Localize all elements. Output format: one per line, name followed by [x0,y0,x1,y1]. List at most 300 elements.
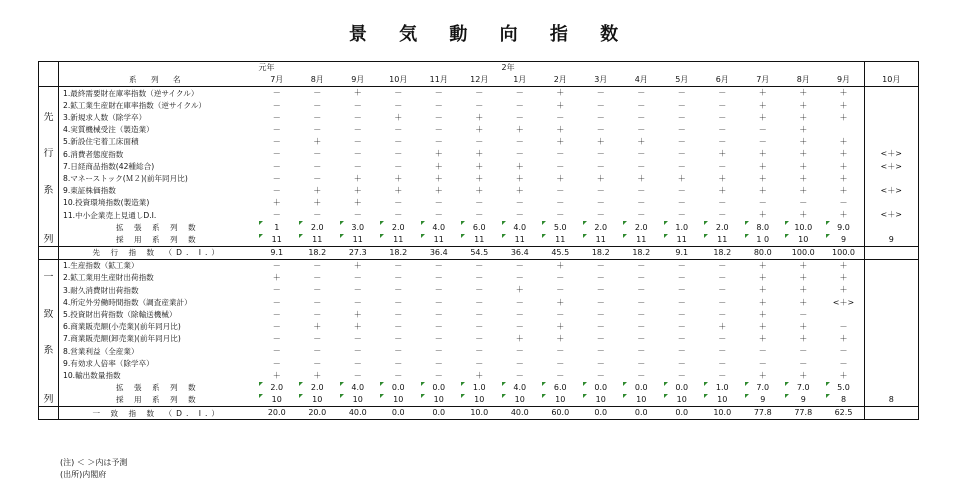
adopt-count-value: 10 [581,394,622,407]
series-sign: ＋ [540,260,581,273]
series-sign: ＋ [799,137,808,147]
series-sign: － [637,273,646,283]
series-sign: － [637,125,646,135]
header-cell [419,62,460,75]
series-sign: － [596,161,605,171]
series-sign: － [677,358,686,368]
header-year-row [39,62,919,75]
expand-count-value [864,221,919,233]
series-sign: － [353,100,362,110]
series-sign: ＋ [434,149,443,159]
coincident-series-row [39,297,919,309]
series-sign: － [556,149,565,159]
series-sign: ＋ [434,185,443,195]
series-sign: ＋ [272,273,281,283]
adopt-count-value: 10 [459,394,500,407]
series-sign: ＋ [272,198,281,208]
series-sign: <＋> [864,161,919,173]
series-name: 6.消費者態度指数 [59,148,257,160]
series-sign: － [353,273,362,283]
series-sign [864,333,919,345]
series-sign: － [313,297,322,307]
series-sign: － [434,112,443,122]
series-sign: － [677,112,686,122]
series-sign: － [581,260,622,273]
di-value: 40.0 [500,407,541,420]
series-sign: － [394,346,403,356]
series-sign: <＋> [832,297,855,307]
coincident-series-row [39,345,919,357]
expand-count-value: 6.0 [459,221,500,233]
series-sign: － [677,322,686,332]
series-sign: ＋ [540,87,581,100]
series-sign [864,345,919,357]
series-sign: － [677,198,686,208]
series-sign: － [475,334,484,344]
month-header: 8月 [783,74,824,87]
month-header: 1月 [500,74,541,87]
header-corner [39,74,59,87]
di-value: 18.2 [621,246,662,259]
di-value: 0.0 [621,407,662,420]
series-sign: － [718,125,727,135]
di-value: 36.4 [419,246,460,259]
series-sign: － [515,346,524,356]
series-sign: － [394,137,403,147]
di-value: 27.3 [338,246,379,259]
series-sign: － [272,125,281,135]
expand-count-value: 4.0 [419,221,460,233]
expand-count-value: 1.0 [702,382,743,394]
expand-count-value: 0.0 [621,382,662,394]
month-header: 10月 [864,74,919,87]
series-sign: － [272,285,281,295]
adopt-count-value: 11 [621,234,662,247]
leading-section-label: 行 [39,148,59,160]
series-sign: － [394,198,403,208]
footnote-forecast: (注) ＜ ＞内は予測 [60,458,128,467]
series-sign: － [475,100,484,110]
series-sign: － [718,285,727,295]
series-sign: ＋ [394,173,403,183]
leading-series-row [39,136,919,148]
leading-section-label [39,197,59,209]
series-sign: － [637,358,646,368]
series-sign: ＋ [718,185,727,195]
series-sign: － [718,346,727,356]
expand-count-label: 拡 張 系 列 数 [59,382,257,394]
series-sign: ＋ [556,297,565,307]
series-sign: ＋ [839,100,848,110]
series-sign: － [662,87,703,100]
series-sign: － [556,346,565,356]
series-sign: － [718,370,727,380]
series-sign: － [677,210,686,220]
di-value: 10.0 [459,407,500,420]
series-sign: <＋> [864,185,919,197]
series-sign: － [677,285,686,295]
series-sign: － [272,334,281,344]
adopt-count-value: 10 [540,394,581,407]
series-sign: ＋ [758,173,767,183]
series-sign [864,309,919,321]
series-sign: － [718,161,727,171]
header-cell [864,62,919,75]
series-name: 1.最終需要財在庫率指数（逆サイクル） [59,87,257,100]
coincident-section-label [39,321,59,333]
coincident-section-label [39,260,59,273]
series-sign: － [556,198,565,208]
series-sign: ＋ [799,112,808,122]
series-sign: － [313,112,322,122]
series-sign: ＋ [475,149,484,159]
series-sign: ＋ [596,173,605,183]
di-value: 40.0 [338,407,379,420]
series-sign: ＋ [475,161,484,171]
month-header: 4月 [621,74,662,87]
header-month-row [39,74,919,87]
series-sign: － [434,370,443,380]
series-sign: ＋ [799,334,808,344]
coincident-di-row [39,407,919,420]
leading-section-label [39,87,59,100]
series-sign: － [394,358,403,368]
series-sign: － [272,297,281,307]
expand-count-value: 5.0 [824,382,865,394]
di-label: 先 行 指 数 （D. I.） [59,246,257,259]
expand-count-value: 4.0 [500,221,541,233]
series-sign: ＋ [799,185,808,195]
series-name: 8.マネーストック(Ｍ２)(前年同月比) [59,173,257,185]
series-name-header: 系 列 名 [59,74,257,87]
series-sign: ＋ [799,322,808,332]
series-sign: － [677,100,686,110]
series-name: 10.輸出数量指数 [59,370,257,382]
di-corner [39,407,59,420]
header-cell [702,62,743,75]
coincident-section-label [39,284,59,296]
series-sign: ＋ [475,370,484,380]
di-corner [39,246,59,259]
series-sign: ＋ [475,125,484,135]
series-sign: － [677,297,686,307]
series-sign: ＋ [758,370,767,380]
adopt-count-value: 10 [257,394,298,407]
series-name: 5.投資財出荷指数（除輸送機械） [59,309,257,321]
leading-series-row [39,209,919,221]
series-sign: － [394,125,403,135]
series-sign [864,136,919,148]
expand-count-value: 1.0 [459,382,500,394]
series-name: 5.新設住宅着工床面積 [59,136,257,148]
series-sign: － [313,334,322,344]
series-sign: － [394,334,403,344]
series-sign [864,124,919,136]
series-sign: － [515,322,524,332]
month-header: 11月 [419,74,460,87]
leading-series-row [39,124,919,136]
series-sign: ＋ [799,285,808,295]
series-sign [864,173,919,185]
series-sign: ＋ [839,161,848,171]
series-sign: － [394,210,403,220]
series-sign: － [475,297,484,307]
expand-count-value: 5.0 [540,221,581,233]
leading-series-row [39,185,919,197]
series-sign: － [419,260,460,273]
di-value: 45.5 [540,246,581,259]
series-sign: － [637,370,646,380]
series-sign: － [313,346,322,356]
expand-count-value: 7.0 [783,382,824,394]
series-sign: － [556,112,565,122]
series-name: 2.鉱工業生産財在庫率指数（逆サイクル） [59,100,257,112]
di-value: 18.2 [378,246,419,259]
adopt-count-value: 10 [338,394,379,407]
series-sign: － [799,198,808,208]
series-sign: － [637,112,646,122]
series-sign: ＋ [353,173,362,183]
leading-di-row [39,246,919,259]
series-sign: － [677,309,686,319]
footnotes [60,457,127,481]
di-value: 0.0 [419,407,460,420]
series-sign: － [556,210,565,220]
series-sign: ＋ [758,100,767,110]
header-cell [824,62,865,75]
series-sign: － [556,370,565,380]
expand-count-value: 3.0 [338,221,379,233]
series-sign: － [596,285,605,295]
series-sign: － [596,198,605,208]
series-sign: － [313,100,322,110]
month-header: 10月 [378,74,419,87]
di-value: 20.0 [257,407,298,420]
series-sign: － [839,358,848,368]
year-label: 元年 [257,62,298,75]
series-sign: － [475,309,484,319]
series-sign: － [515,273,524,283]
series-sign: ＋ [799,100,808,110]
series-sign: － [500,87,541,100]
month-header: 7月 [743,74,784,87]
series-sign [864,358,919,370]
expand-count-value: 2.0 [702,221,743,233]
series-sign: － [718,334,727,344]
series-sign: － [475,346,484,356]
di-value: 60.0 [540,407,581,420]
series-sign: － [353,210,362,220]
month-header: 8月 [297,74,338,87]
expand-count-value: 2.0 [621,221,662,233]
adopt-count-value: 10 [500,394,541,407]
coincident-series-row [39,284,919,296]
series-sign: ＋ [758,309,767,319]
series-sign: － [596,322,605,332]
series-name: 3.耐久消費財出荷指数 [59,284,257,296]
coincident-section-label: 系 [39,345,59,357]
series-sign: － [257,87,298,100]
series-sign: － [596,309,605,319]
coincident-section-label: 致 [39,309,59,321]
month-header: 9月 [338,74,379,87]
series-sign: － [718,273,727,283]
leading-section-label: 先 [39,112,59,124]
series-sign: ＋ [839,112,848,122]
series-sign: － [596,358,605,368]
series-name: 6.商業販売額(小売業)(前年同月比) [59,321,257,333]
series-sign: － [637,322,646,332]
month-header: 3月 [581,74,622,87]
series-sign: － [677,346,686,356]
series-sign: － [677,149,686,159]
series-sign: ＋ [515,285,524,295]
series-sign: ＋ [353,198,362,208]
series-sign: ＋ [515,173,524,183]
series-name: 9.東証株価指数 [59,185,257,197]
series-name: 3.新規求人数（除学卒） [59,112,257,124]
series-sign [864,297,919,309]
series-sign: － [313,273,322,283]
series-sign: － [677,370,686,380]
leading-series-row [39,197,919,209]
series-sign: － [434,309,443,319]
coincident-section-label [39,370,59,382]
series-sign: ＋ [799,173,808,183]
series-sign: － [313,358,322,368]
series-sign: － [556,185,565,195]
coincident-series-row [39,333,919,345]
series-sign: － [596,149,605,159]
adopt-count-value: 10 [783,234,824,247]
series-sign: ＋ [799,149,808,159]
di-value: 100.0 [783,246,824,259]
series-sign: － [799,346,808,356]
adopt-count-value: 11 [338,234,379,247]
series-sign: － [272,100,281,110]
adopt-count-value: 10 [378,394,419,407]
series-sign: － [272,161,281,171]
series-sign: － [297,87,338,100]
series-sign: － [313,210,322,220]
di-value: 0.0 [581,407,622,420]
series-sign: － [500,260,541,273]
series-sign: － [515,149,524,159]
series-sign: － [637,210,646,220]
coincident-section-label: 列 [39,394,59,407]
di-value: 9.1 [257,246,298,259]
series-sign: － [556,161,565,171]
series-sign: － [272,112,281,122]
coincident-series-row [39,370,919,382]
adopt-count-value: 10 [621,394,662,407]
adopt-count-value: 11 [378,234,419,247]
series-sign [864,370,919,382]
series-sign: － [718,358,727,368]
series-sign: － [297,260,338,273]
series-sign: ＋ [338,260,379,273]
di-value: 77.8 [783,407,824,420]
di-value: 18.2 [702,246,743,259]
series-name: 1.生産指数（鉱工業） [59,260,257,273]
di-value: 54.5 [459,246,500,259]
adopt-count-value: 11 [257,234,298,247]
expand-count-value: 0.0 [378,382,419,394]
series-sign: － [394,370,403,380]
di-value [864,407,919,420]
series-sign: － [581,87,622,100]
series-sign: ＋ [758,210,767,220]
series-sign: ＋ [353,185,362,195]
series-sign: － [637,100,646,110]
series-sign: ＋ [839,173,848,183]
series-sign: － [313,149,322,159]
series-sign: － [596,346,605,356]
series-sign: ＋ [272,370,281,380]
series-sign: － [272,210,281,220]
expand-count-value: 10.0 [783,221,824,233]
coincident-section-label: 一 [39,272,59,284]
di-value: 100.0 [824,246,865,259]
series-name: 4.実質機械受注（製造業） [59,124,257,136]
series-sign: － [677,137,686,147]
series-sign: － [596,112,605,122]
series-sign: － [378,260,419,273]
series-sign: ＋ [353,309,362,319]
series-sign: － [596,370,605,380]
adopt-count-value: 11 [662,234,703,247]
series-sign: － [475,137,484,147]
series-sign: － [515,100,524,110]
adopt-count-value: 9 [864,234,919,247]
series-sign: ＋ [394,185,403,195]
leading-series-row [39,161,919,173]
series-sign: － [313,161,322,171]
series-sign: － [353,358,362,368]
di-value: 80.0 [743,246,784,259]
series-sign: － [419,87,460,100]
series-sign: － [353,149,362,159]
coincident-expand-row [39,382,919,394]
adopt-count-value: 11 [540,234,581,247]
series-name: 11.中小企業売上見通しD.I. [59,209,257,221]
expand-count-value: 1 [257,221,298,233]
series-sign: － [394,309,403,319]
adopt-count-value: 8 [864,394,919,407]
series-sign: <＋> [864,148,919,160]
expand-count-value: 2.0 [378,221,419,233]
series-sign: － [621,260,662,273]
header-cell [621,62,662,75]
series-sign: － [475,358,484,368]
series-sign: ＋ [783,260,824,273]
series-sign: － [718,100,727,110]
series-sign: － [394,100,403,110]
leading-series-row [39,100,919,112]
series-sign: － [677,161,686,171]
month-header: 7月 [257,74,298,87]
series-sign: ＋ [434,173,443,183]
series-sign [864,100,919,112]
di-value: 9.1 [662,246,703,259]
header-cell [338,62,379,75]
series-sign: － [637,297,646,307]
adopt-count-value: 11 [459,234,500,247]
series-sign: － [475,322,484,332]
series-sign: ＋ [758,285,767,295]
series-sign: ＋ [799,210,808,220]
series-sign: － [434,210,443,220]
